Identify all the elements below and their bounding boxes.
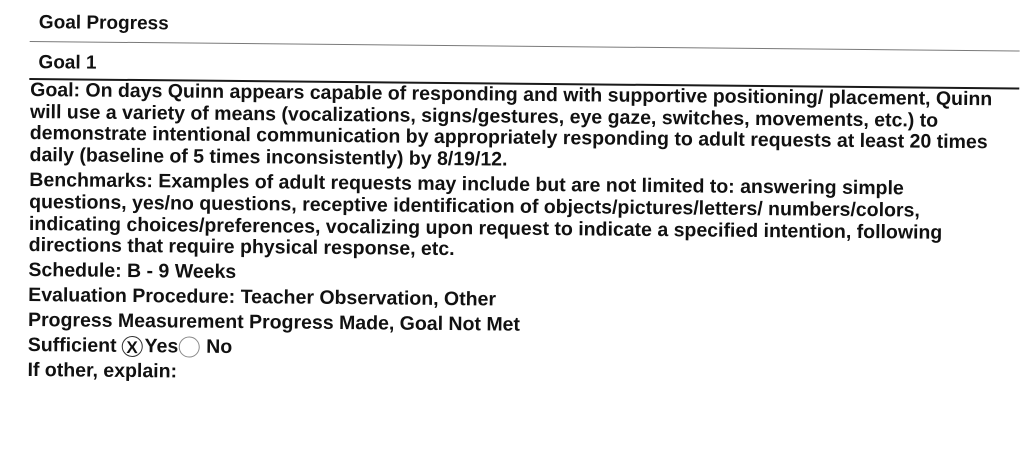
goal-text: Goal: On days Quinn appears capable of responding and with supportive positioning/ placement, Quinn will use a variety of means (vocalizations, signs/gestures, eye gaze, switches, movements, etc.) to demonstrate intentional communication by appropriately responding to adult requests at least 20 times daily (baseline of 5 times inconsistently) by 8/19/12. [29, 79, 993, 171]
benchmarks-text: Benchmarks: Examples of adult requests may include but are not limited to: answering simple questions, yes/no questions, receptive identification of objects/pictures/letters/ numbers/colors, indicating choices/preferences, vocalizing upon request to indicate a specified intention, following directions that require physical response, etc. [28, 169, 943, 261]
no-radio[interactable] [179, 336, 200, 357]
goal-details [26, 80, 1019, 391]
goal-progress-form [26, 8, 1020, 391]
no-label: No [206, 335, 233, 358]
sufficient-label: Sufficient [27, 333, 117, 357]
yes-label: Yes [144, 334, 179, 358]
schedule-text: Schedule: B - 9 Weeks [28, 258, 237, 283]
yes-radio[interactable] [122, 336, 143, 357]
evaluation-procedure-text: Evaluation Procedure: Teacher Observation, Other [28, 283, 497, 311]
other-explain-label: If other, explain: [27, 358, 178, 383]
section-title: Goal Progress [38, 12, 169, 35]
goal-title: Goal 1 [38, 52, 97, 74]
progress-measurement-text: Progress Measurement Progress Made, Goal Not Met [27, 308, 521, 336]
